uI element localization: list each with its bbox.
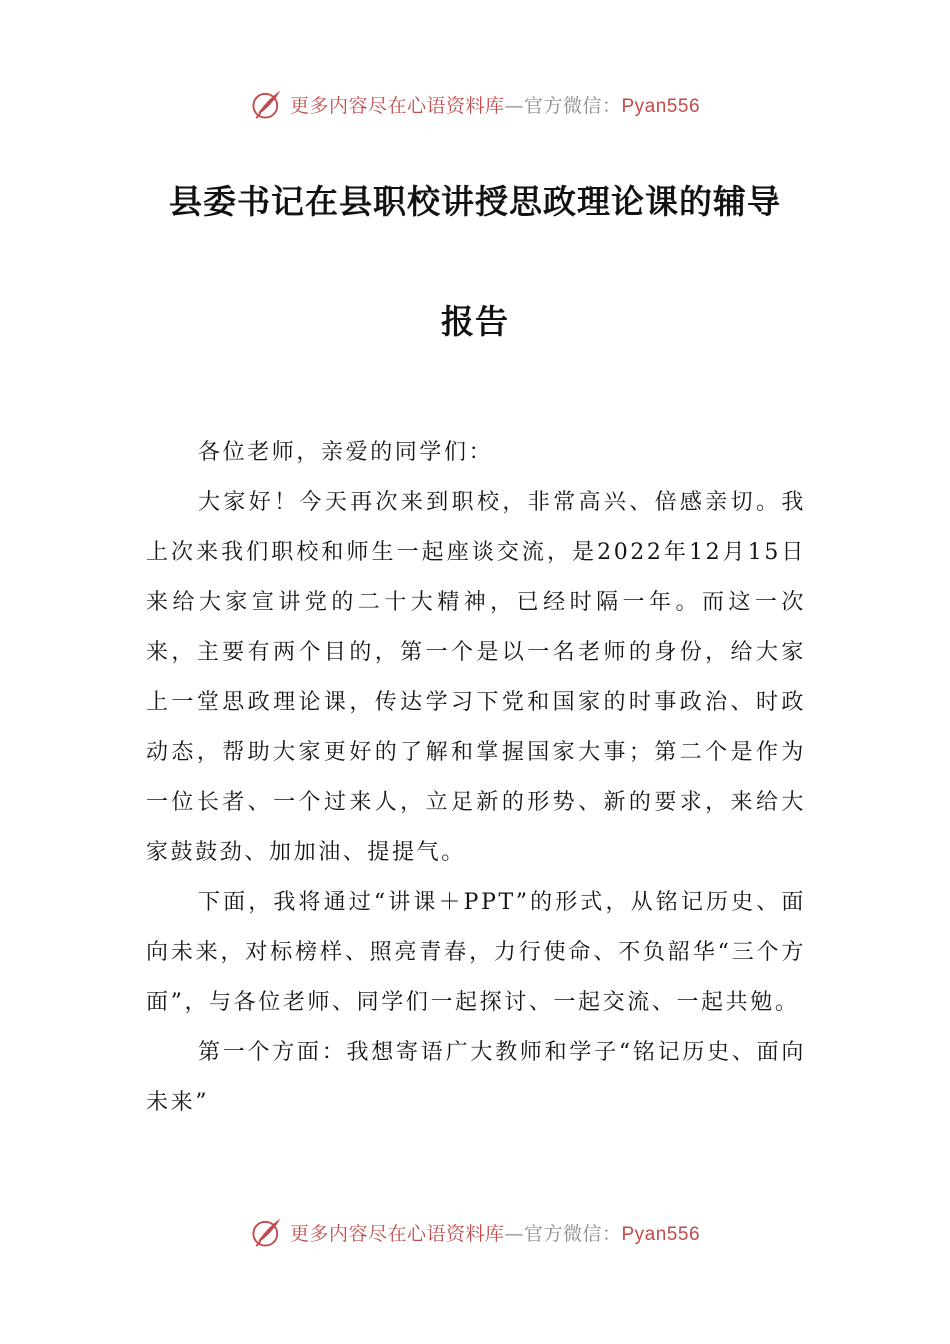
document-body [146, 428, 806, 1128]
watermark-brand: 更多内容尽在心语资料库 [289, 94, 505, 117]
header-watermark [0, 84, 950, 124]
salutation: 各位老师，亲爱的同学们： [198, 440, 494, 465]
watermark-brand: 更多内容尽在心语资料库 [289, 1222, 505, 1245]
watermark-wechat-id: Pyan556 [621, 1223, 701, 1245]
body-paragraph: 下面，我将通过“讲课＋PPT”的形式，从铭记历史、面向未来，对标榜样、照亮青春，力行使命、不负韶华“三个方面”，与各位老师、同学们一起探讨、一起交流、一起共勉。 [146, 890, 806, 1015]
watermark-text [290, 1219, 700, 1246]
quill-pen-logo-icon [250, 87, 284, 121]
document-title-line-2: 报告 [441, 302, 509, 341]
footer-watermark [0, 1212, 950, 1252]
watermark-label: 官方微信： [523, 1222, 622, 1245]
watermark-text [290, 91, 700, 118]
quill-pen-logo-icon [250, 1215, 284, 1249]
watermark-separator: — [504, 94, 524, 117]
document-title-line-1: 县委书记在县职校讲授思政理论课的辅导 [169, 182, 781, 221]
watermark-label: 官方微信： [523, 94, 622, 117]
body-paragraph: 大家好！今天再次来到职校，非常高兴、倍感亲切。我上次来我们职校和师生一起座谈交流，是2022年12月15日来给大家宣讲党的二十大精神，已经时隔一年。而这一次来，主要有两个目的，第一个是以一名老师的身份，给大家上一堂思政理论课，传达学习下党和国家的时事政治、时政动态，帮助大家更好的了解和掌握国家大事；第二个是作为一位长者、一个过来人，立足新的形势、新的要求，来给大家鼓鼓劲、加加油、提提气。 [146, 490, 806, 865]
watermark-separator: — [504, 1222, 524, 1245]
watermark-wechat-id: Pyan556 [621, 95, 701, 117]
body-paragraph: 第一个方面：我想寄语广大教师和学子“铭记历史、面向未来” [146, 1040, 806, 1115]
